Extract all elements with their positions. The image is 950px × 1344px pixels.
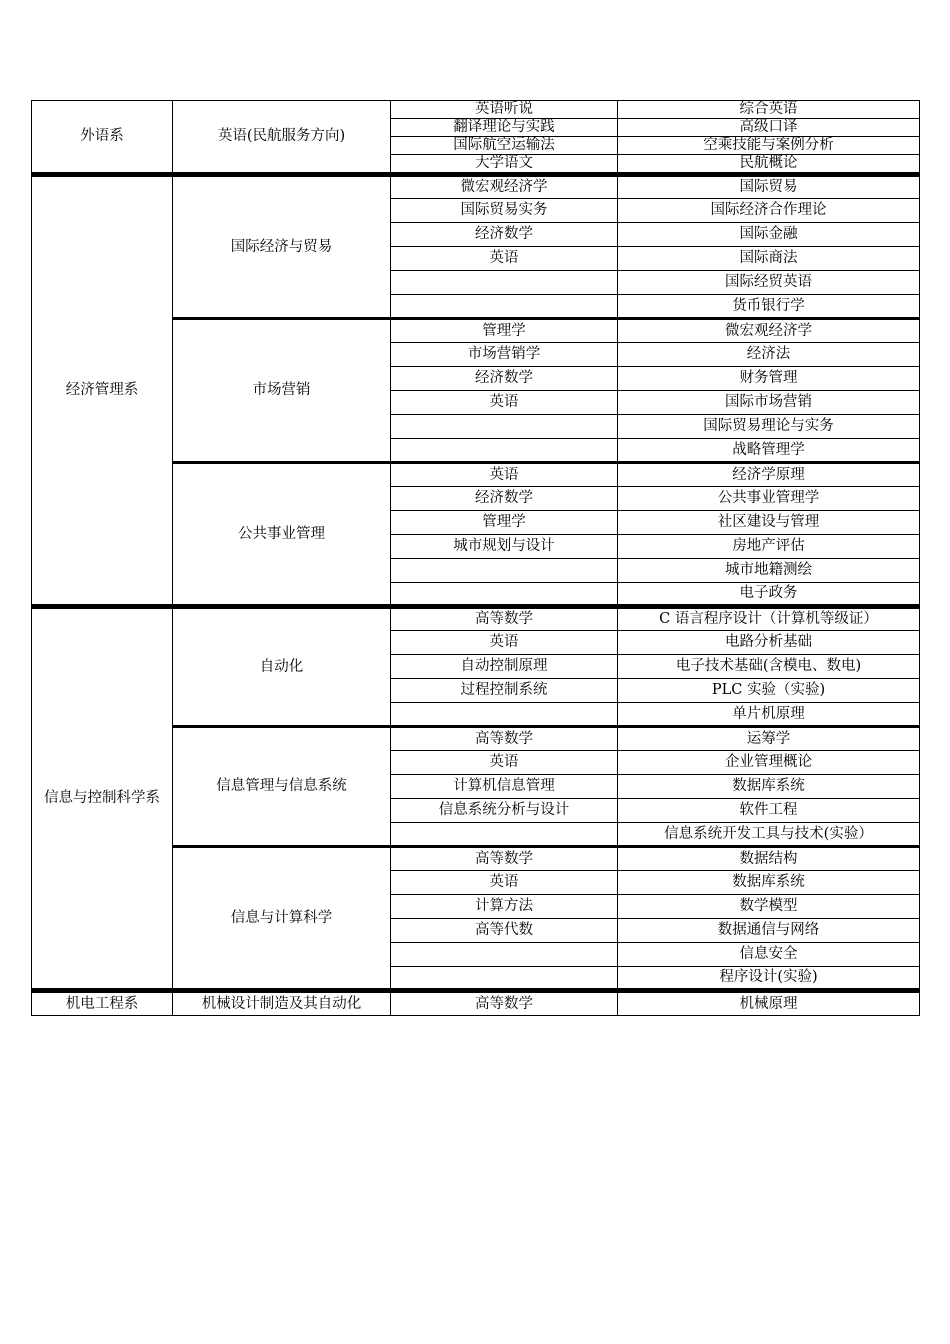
course-cell: 信息系统分析与设计 bbox=[391, 799, 618, 823]
core-course-cell: 程序设计(实验) bbox=[618, 967, 920, 991]
core-course-cell: 民航概论 bbox=[618, 155, 920, 175]
course-cell: 高等数学 bbox=[391, 607, 618, 631]
major-cell: 市场营销 bbox=[173, 319, 391, 463]
course-cell: 英语 bbox=[391, 247, 618, 271]
course-cell: 高等数学 bbox=[391, 991, 618, 1016]
course-cell: 计算方法 bbox=[391, 895, 618, 919]
course-cell: 经济数学 bbox=[391, 487, 618, 511]
course-cell: 市场营销学 bbox=[391, 343, 618, 367]
table-row bbox=[32, 607, 920, 631]
course-cell: 经济数学 bbox=[391, 223, 618, 247]
table-row bbox=[32, 101, 920, 119]
department-cell: 机电工程系 bbox=[32, 991, 173, 1016]
course-cell bbox=[391, 295, 618, 319]
core-course-cell: C 语言程序设计（计算机等级证） bbox=[618, 607, 920, 631]
major-cell: 自动化 bbox=[173, 607, 391, 727]
core-course-cell: 战略管理学 bbox=[618, 439, 920, 463]
course-cell: 英语听说 bbox=[391, 101, 618, 119]
core-course-cell: 数据通信与网络 bbox=[618, 919, 920, 943]
course-cell: 国际航空运输法 bbox=[391, 137, 618, 155]
table-row bbox=[32, 991, 920, 1016]
course-cell: 微宏观经济学 bbox=[391, 175, 618, 199]
course-cell: 自动控制原理 bbox=[391, 655, 618, 679]
course-cell bbox=[391, 415, 618, 439]
course-cell: 翻译理论与实践 bbox=[391, 119, 618, 137]
course-cell: 高等代数 bbox=[391, 919, 618, 943]
core-course-cell: 企业管理概论 bbox=[618, 751, 920, 775]
course-cell: 大学语文 bbox=[391, 155, 618, 175]
course-cell: 国际贸易实务 bbox=[391, 199, 618, 223]
course-cell: 英语 bbox=[391, 463, 618, 487]
core-course-cell: 经济法 bbox=[618, 343, 920, 367]
course-cell bbox=[391, 823, 618, 847]
core-course-cell: 单片机原理 bbox=[618, 703, 920, 727]
core-course-cell: 数据结构 bbox=[618, 847, 920, 871]
core-course-cell: 城市地籍测绘 bbox=[618, 559, 920, 583]
course-cell: 英语 bbox=[391, 631, 618, 655]
core-course-cell: 国际贸易理论与实务 bbox=[618, 415, 920, 439]
core-course-cell: 货币银行学 bbox=[618, 295, 920, 319]
core-course-cell: 国际市场营销 bbox=[618, 391, 920, 415]
course-cell bbox=[391, 271, 618, 295]
core-course-cell: 房地产评估 bbox=[618, 535, 920, 559]
core-course-cell: 电子政务 bbox=[618, 583, 920, 607]
core-course-cell: 电路分析基础 bbox=[618, 631, 920, 655]
course-cell: 英语 bbox=[391, 751, 618, 775]
core-course-cell: 数学模型 bbox=[618, 895, 920, 919]
core-course-cell: 软件工程 bbox=[618, 799, 920, 823]
course-cell bbox=[391, 967, 618, 991]
core-course-cell: 运筹学 bbox=[618, 727, 920, 751]
course-cell bbox=[391, 703, 618, 727]
course-cell: 城市规划与设计 bbox=[391, 535, 618, 559]
core-course-cell: 电子技术基础(含模电、数电) bbox=[618, 655, 920, 679]
core-course-cell: 综合英语 bbox=[618, 101, 920, 119]
course-cell: 过程控制系统 bbox=[391, 679, 618, 703]
core-course-cell: 国际经贸英语 bbox=[618, 271, 920, 295]
department-cell: 外语系 bbox=[32, 101, 173, 175]
core-course-cell: 空乘技能与案例分析 bbox=[618, 137, 920, 155]
course-cell: 计算机信息管理 bbox=[391, 775, 618, 799]
course-cell bbox=[391, 559, 618, 583]
table-row bbox=[32, 175, 920, 199]
core-course-cell: 国际金融 bbox=[618, 223, 920, 247]
core-course-cell: 国际经济合作理论 bbox=[618, 199, 920, 223]
major-cell: 公共事业管理 bbox=[173, 463, 391, 607]
course-cell bbox=[391, 943, 618, 967]
core-course-cell: 经济学原理 bbox=[618, 463, 920, 487]
major-cell: 英语(民航服务方向) bbox=[173, 101, 391, 175]
department-cell: 经济管理系 bbox=[32, 175, 173, 607]
core-course-cell: 数据库系统 bbox=[618, 775, 920, 799]
course-cell: 管理学 bbox=[391, 511, 618, 535]
course-cell bbox=[391, 583, 618, 607]
major-cell: 机械设计制造及其自动化 bbox=[173, 991, 391, 1016]
course-cell: 英语 bbox=[391, 391, 618, 415]
core-course-cell: 国际商法 bbox=[618, 247, 920, 271]
course-cell: 经济数学 bbox=[391, 367, 618, 391]
course-table bbox=[31, 100, 920, 1016]
core-course-cell: 机械原理 bbox=[618, 991, 920, 1016]
major-cell: 信息与计算科学 bbox=[173, 847, 391, 991]
core-course-cell: 信息系统开发工具与技术(实验） bbox=[618, 823, 920, 847]
course-cell bbox=[391, 439, 618, 463]
core-course-cell: 信息安全 bbox=[618, 943, 920, 967]
core-course-cell: 微宏观经济学 bbox=[618, 319, 920, 343]
core-course-cell: 国际贸易 bbox=[618, 175, 920, 199]
core-course-cell: 财务管理 bbox=[618, 367, 920, 391]
course-cell: 高等数学 bbox=[391, 847, 618, 871]
core-course-cell: 公共事业管理学 bbox=[618, 487, 920, 511]
core-course-cell: 社区建设与管理 bbox=[618, 511, 920, 535]
major-cell: 信息管理与信息系统 bbox=[173, 727, 391, 847]
major-cell: 国际经济与贸易 bbox=[173, 175, 391, 319]
course-cell: 管理学 bbox=[391, 319, 618, 343]
course-cell: 高等数学 bbox=[391, 727, 618, 751]
core-course-cell: PLC 实验（实验) bbox=[618, 679, 920, 703]
core-course-cell: 高级口译 bbox=[618, 119, 920, 137]
table-body bbox=[32, 101, 920, 1016]
core-course-cell: 数据库系统 bbox=[618, 871, 920, 895]
department-cell: 信息与控制科学系 bbox=[32, 607, 173, 991]
course-cell: 英语 bbox=[391, 871, 618, 895]
